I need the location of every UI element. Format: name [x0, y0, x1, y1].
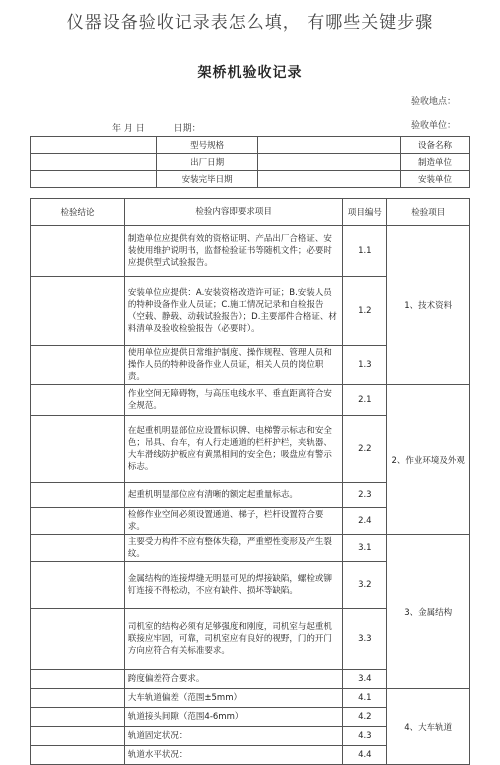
item-number: 4.2 — [343, 708, 387, 727]
item-number: 3.1 — [343, 535, 387, 562]
inspection-table — [30, 198, 470, 765]
category-cell: 3、金属结构 — [387, 535, 470, 689]
info-row — [31, 154, 470, 171]
item-number: 2.3 — [343, 483, 387, 508]
result-cell — [31, 670, 125, 689]
item-number: 2.4 — [343, 508, 387, 535]
header-number: 项目编号 — [343, 199, 387, 226]
item-content: 大车轨道偏差（范围±5mm） — [124, 689, 342, 708]
info-row — [31, 171, 470, 188]
item-content: 起重机明显部位应有清晰的额定起重量标志。 — [124, 483, 342, 508]
result-cell — [31, 562, 125, 609]
item-number: 1.3 — [343, 346, 387, 385]
item-content: 轨道水平状况： — [124, 746, 342, 765]
info-mid-label: 安装完毕日期 — [157, 171, 258, 188]
date-placeholder: 年 月 日 — [112, 124, 145, 134]
item-number: 2.2 — [343, 416, 387, 483]
item-number: 2.1 — [343, 385, 387, 416]
item-number: 3.2 — [343, 562, 387, 609]
info-value-empty — [31, 154, 157, 171]
result-cell — [31, 535, 125, 562]
item-content: 安装单位应提供：A.安装资格改造许可证；B.安装人员的特种设备作业人员证；C.施工情况记录和自检报告（空载、静载、动载试验报告）；D.主要部件合格证、材料清单及验收检验报告（必要时）。 — [124, 277, 342, 346]
table-header-row — [31, 199, 470, 226]
category-cell: 2、作业环境及外观 — [387, 385, 470, 535]
item-number: 4.3 — [343, 727, 387, 746]
acceptance-record-sheet — [30, 48, 470, 760]
result-cell — [31, 483, 125, 508]
item-number: 3.4 — [343, 670, 387, 689]
result-cell — [31, 727, 125, 746]
result-cell — [31, 508, 125, 535]
date-field — [112, 121, 201, 134]
item-content: 在起重机明显部位应设置标识牌、电梯警示标志和安全色；吊具、台车，有人行走通道的栏杆护栏，夹轨器、大车滑线防护板应有黄黑相间的安全色；吸盘应有警示标志。 — [124, 416, 342, 483]
item-content: 检修作业空间必须设置通道、梯子，栏杆设置符合要求。 — [124, 508, 342, 535]
result-cell — [31, 708, 125, 727]
category-cell: 1、技术资料 — [387, 226, 470, 385]
info-value-empty — [31, 171, 157, 188]
result-cell — [31, 346, 125, 385]
item-content: 制造单位应提供有效的资格证明、产品出厂合格证、安装使用维护说明书，监督检验证书等随机文件；必要时应提供型式试验报告。 — [124, 226, 342, 277]
item-content: 金属结构的连接焊缝无明显可见的焊接缺陷，螺栓或铆钉连接不得松动，不应有缺件、损坏等缺陷。 — [124, 562, 342, 609]
item-content: 作业空间无障碍物，与高压电线水平、垂直距离符合安全规范。 — [124, 385, 342, 416]
item-content: 轨道接头间隙（范围4-6mm） — [124, 708, 342, 727]
info-mid-label: 型号规格 — [157, 137, 258, 154]
info-value-empty — [31, 137, 157, 154]
result-cell — [31, 689, 125, 708]
header-content: 检验内容即要求项目 — [124, 199, 342, 226]
header-category: 检验项目 — [387, 199, 470, 226]
item-number: 1.1 — [343, 226, 387, 277]
item-content: 主要受力构件不应有整体失稳，严重塑性变形及产生裂纹。 — [124, 535, 342, 562]
info-mid-value-empty — [257, 154, 400, 171]
info-row — [31, 137, 470, 154]
item-content: 轨道固定状况： — [124, 727, 342, 746]
item-content: 跨度偏差符合要求。 — [124, 670, 342, 689]
result-cell — [31, 609, 125, 670]
table-row — [31, 226, 470, 277]
category-cell: 4、大车轨道 — [387, 689, 470, 765]
item-number: 4.1 — [343, 689, 387, 708]
item-content: 司机室的结构必须有足够强度和刚度，司机室与起重机联接应牢固，可靠，司机室应有良好的视野，门的开门方向应符合有关标准要求。 — [124, 609, 342, 670]
date-label: 日期： — [173, 124, 201, 134]
item-number: 4.4 — [343, 746, 387, 765]
info-label: 设备名称 — [400, 137, 469, 154]
result-cell — [31, 226, 125, 277]
info-mid-value-empty — [257, 171, 400, 188]
table-row — [31, 385, 470, 416]
info-label: 安装单位 — [400, 171, 469, 188]
info-mid-label: 出厂日期 — [157, 154, 258, 171]
result-cell — [31, 416, 125, 483]
accept-unit-label: 验收单位： — [410, 121, 456, 131]
table-row — [31, 689, 470, 708]
accept-location-label: 验收地点： — [410, 97, 456, 107]
info-mid-value-empty — [257, 137, 400, 154]
result-cell — [31, 746, 125, 765]
page-headline: 仪器设备验收记录表怎么填， 有哪些关键步骤 — [66, 13, 434, 33]
item-content: 使用单位应提供日常维护制度、操作规程、管理人员和操作人员的特种设备作业人员证，相关人员的岗位职责。 — [124, 346, 342, 385]
header-result: 检验结论 — [31, 199, 125, 226]
document-title: 架桥机验收记录 — [197, 65, 303, 81]
item-number: 3.3 — [343, 609, 387, 670]
info-label: 制造单位 — [400, 154, 469, 171]
result-cell — [31, 277, 125, 346]
result-cell — [31, 385, 125, 416]
item-number: 1.2 — [343, 277, 387, 346]
table-row — [31, 535, 470, 562]
equipment-info-table — [30, 136, 470, 188]
